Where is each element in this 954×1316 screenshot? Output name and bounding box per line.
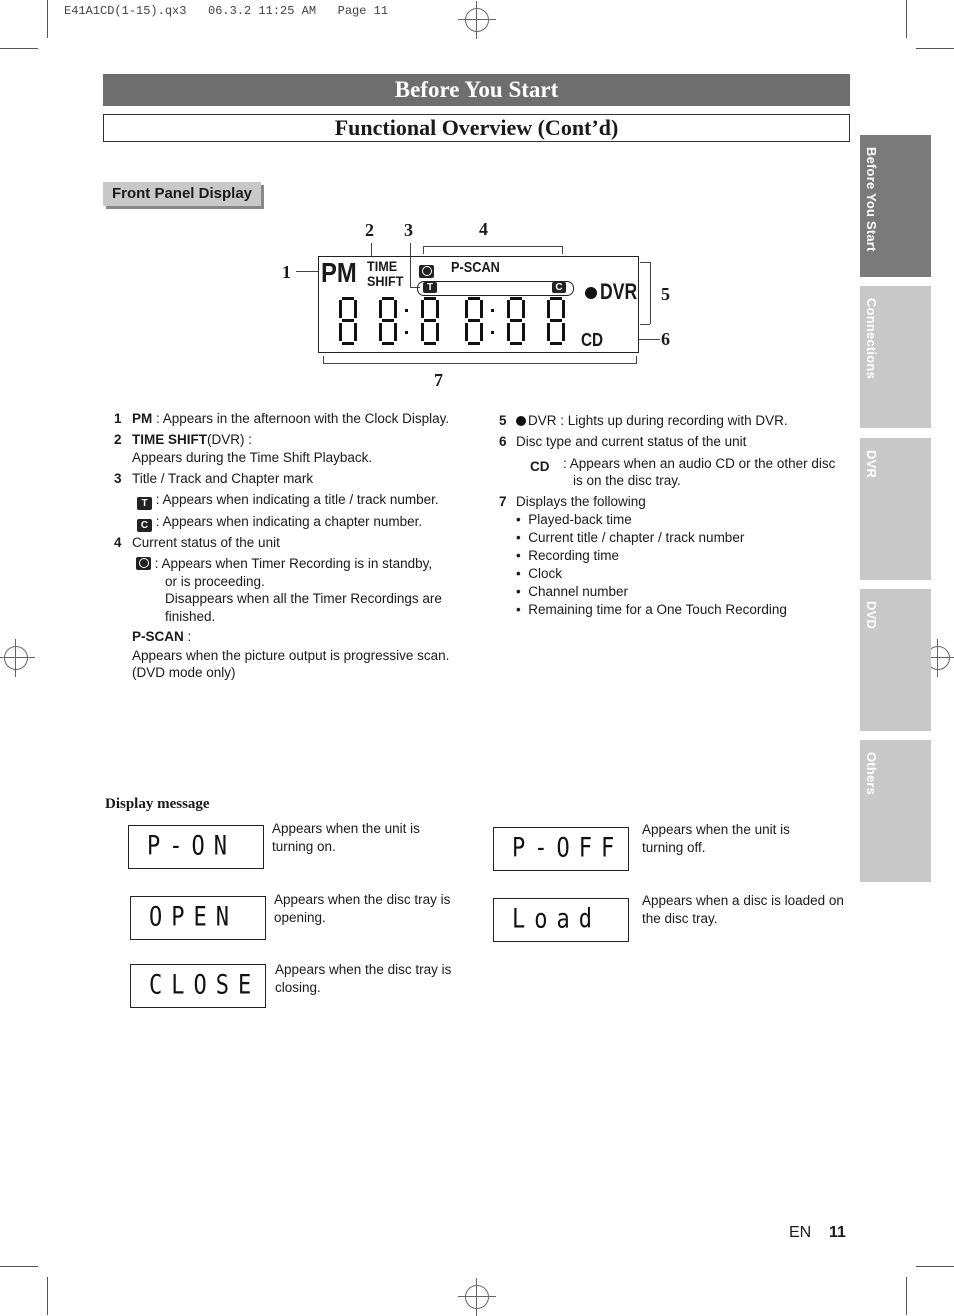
message-desc-line: closing.	[275, 980, 321, 995]
message-desc-line: opening.	[274, 910, 326, 925]
message-lcd	[493, 827, 629, 871]
crop-mark	[906, 0, 907, 38]
list-item-text: Channel number	[528, 583, 629, 599]
pm-label: PM	[132, 411, 153, 426]
time-shift-item	[132, 431, 252, 449]
time-shift-label: TIME SHIFT	[132, 432, 207, 447]
list-item: • Played-back time	[516, 512, 632, 527]
message-desc-line: Appears when the disc tray is	[275, 962, 452, 977]
message-lcd	[130, 964, 266, 1008]
dvr-desc: : Lights up during recording with DVR.	[556, 413, 788, 428]
shift-indicator: SHIFT	[367, 273, 404, 289]
side-tab-label: Connections	[864, 298, 879, 379]
lcd-colon-dot	[491, 309, 494, 312]
timer-desc: finished.	[165, 609, 216, 624]
crop-mark	[916, 1266, 954, 1267]
chapter-mark-icon: C	[552, 282, 566, 293]
message-desc	[274, 891, 474, 927]
leader-line	[423, 246, 563, 247]
pscan-item	[132, 628, 191, 646]
leader-line	[423, 246, 424, 254]
print-header: E41A1CD(1-15).qx3 06.3.2 11:25 AM Page 11	[64, 4, 389, 18]
list-item: • Channel number	[516, 583, 629, 599]
dvr-label: DVR	[528, 413, 557, 428]
callout-2: 2	[365, 220, 374, 240]
list-item: • Clock	[516, 565, 562, 581]
crop-mark	[906, 1277, 907, 1315]
callout-4: 4	[479, 219, 488, 239]
item-number: 5	[499, 413, 507, 428]
side-tab-label: DVR	[864, 450, 879, 479]
registration-mark	[465, 8, 489, 32]
crop-mark	[0, 1266, 38, 1267]
status-heading: Current status of the unit	[132, 535, 280, 550]
message-code: Load	[512, 904, 601, 935]
dvr-item	[516, 412, 788, 430]
list-item-text: Remaining time for a One Touch Recording	[528, 601, 787, 617]
crop-mark	[0, 48, 38, 49]
leader-line	[562, 246, 563, 254]
page-subtitle: Functional Overview (Cont’d)	[103, 114, 850, 142]
time-shift-desc: Appears during the Time Shift Playback.	[132, 450, 373, 465]
lcd-panel	[318, 256, 639, 353]
side-tab-connections[interactable]	[860, 286, 931, 428]
side-tab-label: Others	[864, 752, 879, 796]
record-dot-icon	[516, 416, 526, 426]
displays-heading: Displays the following	[516, 494, 646, 509]
message-code: OPEN	[149, 902, 238, 933]
message-lcd	[493, 898, 629, 942]
lcd-digit	[379, 297, 397, 345]
timer-desc: or is proceeding.	[165, 574, 265, 589]
title-mark-line	[137, 491, 439, 510]
display-message-heading: Display message	[105, 796, 210, 812]
side-tab-dvr[interactable]	[860, 438, 931, 580]
lcd-digit	[465, 297, 483, 345]
timer-desc: : Appears when Timer Recording is in standby,	[151, 556, 433, 571]
track-bar	[417, 281, 574, 296]
title-mark-heading: Title / Track and Chapter mark	[132, 471, 314, 486]
banner-title: Before You Start	[103, 74, 850, 106]
chapter-mark-line	[137, 513, 422, 532]
message-code: CLOSE	[149, 970, 261, 1001]
lcd-digit	[507, 297, 525, 345]
side-tab-before-you-start[interactable]	[860, 135, 931, 277]
message-desc	[272, 820, 472, 856]
callout-5: 5	[661, 284, 670, 304]
pm-indicator: PM	[321, 257, 357, 288]
item-number: 4	[114, 535, 122, 550]
cd-label: CD	[530, 459, 550, 474]
lcd-colon-dot	[405, 309, 408, 312]
pscan-desc: (DVD mode only)	[132, 665, 236, 680]
display-list	[516, 511, 787, 619]
side-tab-others[interactable]	[860, 740, 931, 882]
timer-clock-icon	[136, 557, 151, 570]
callout-3: 3	[404, 220, 413, 240]
message-desc-line: Appears when the unit is	[642, 822, 790, 837]
list-item: • Remaining time for a One Touch Recording	[516, 601, 787, 617]
disc-heading: Disc type and current status of the unit	[516, 434, 747, 449]
title-mark-desc: : Appears when indicating a title / track number.	[152, 492, 439, 507]
message-lcd	[128, 825, 264, 869]
message-desc-line: Appears when the unit is	[272, 821, 420, 836]
item-number: 1	[114, 411, 122, 426]
page-number: 11	[829, 1224, 846, 1241]
time-indicator: TIME	[367, 258, 398, 274]
list-item-text: Recording time	[528, 547, 620, 563]
title-mark-icon: T	[423, 282, 437, 293]
message-desc-line: Appears when a disc is loaded on	[642, 893, 844, 908]
list-item-text: Played-back time	[528, 512, 632, 527]
leader-line	[638, 339, 660, 340]
crop-mark	[916, 48, 954, 49]
cd-desc: : Appears when an audio CD or the other disc	[563, 456, 836, 471]
leader-line	[323, 356, 324, 364]
crop-mark	[47, 0, 48, 38]
footer-lang: EN	[789, 1224, 812, 1241]
list-item-text: Current title / chapter / track number	[528, 529, 745, 545]
leader-line	[323, 363, 637, 364]
message-desc-line: the disc tray.	[642, 911, 718, 926]
time-shift-suffix: (DVR) :	[207, 432, 252, 447]
pscan-desc: Appears when the picture output is progressive scan.	[132, 648, 450, 663]
leader-line	[636, 356, 637, 364]
callout-1: 1	[282, 262, 291, 282]
message-lcd	[130, 896, 266, 940]
lcd-digit	[547, 297, 565, 345]
title-mark-icon: T	[137, 497, 152, 510]
item-number: 3	[114, 471, 122, 486]
pscan-indicator: P-SCAN	[451, 259, 500, 276]
pscan-colon: :	[183, 629, 192, 644]
callout-6: 6	[661, 329, 670, 349]
message-code: P-OFF	[512, 833, 624, 864]
item-number: 6	[499, 434, 507, 449]
message-desc	[642, 892, 852, 928]
leader-line	[296, 271, 318, 272]
dvr-indicator: DVR	[600, 279, 638, 304]
timer-line	[136, 555, 432, 573]
cd-desc: is on the disc tray.	[573, 473, 681, 488]
list-item: • Recording time	[516, 547, 620, 563]
side-tab-dvd[interactable]	[860, 589, 931, 731]
page-footer	[789, 1224, 846, 1242]
message-desc	[275, 961, 475, 997]
lcd-digit	[421, 297, 439, 345]
message-desc-line: turning off.	[642, 840, 706, 855]
message-code: P-ON	[147, 831, 236, 862]
crop-mark	[47, 1277, 48, 1315]
leader-line	[650, 262, 651, 324]
registration-mark	[465, 1285, 489, 1309]
leader-line	[371, 243, 372, 257]
lcd-digit	[339, 297, 357, 345]
pscan-label: P-SCAN	[132, 629, 184, 644]
timer-clock-icon	[419, 265, 434, 278]
record-dot-icon	[585, 287, 597, 299]
message-desc-line: Appears when the disc tray is	[274, 892, 451, 907]
item-number: 2	[114, 432, 122, 447]
registration-mark	[4, 646, 28, 670]
list-item-text: Clock	[528, 565, 562, 581]
side-tab-label: Before You Start	[864, 147, 879, 252]
leader-line	[640, 324, 650, 325]
timer-desc: Disappears when all the Timer Recordings are	[165, 591, 442, 606]
message-desc	[642, 821, 842, 857]
callout-7: 7	[434, 370, 443, 390]
pm-item	[132, 410, 472, 428]
pm-desc: : Appears in the afternoon with the Clock Display.	[152, 411, 450, 426]
leader-line	[640, 262, 650, 263]
chapter-mark-desc: : Appears when indicating a chapter number.	[152, 514, 423, 529]
chapter-mark-icon: C	[137, 519, 152, 532]
list-item: • Current title / chapter / track number	[516, 529, 745, 545]
side-tab-label: DVD	[864, 601, 879, 630]
item-number: 7	[499, 494, 507, 509]
lcd-colon-dot	[405, 331, 408, 334]
message-desc-line: turning on.	[272, 839, 336, 854]
lcd-colon-dot	[491, 331, 494, 334]
section-label: Front Panel Display	[103, 182, 261, 206]
cd-indicator: CD	[581, 330, 604, 350]
